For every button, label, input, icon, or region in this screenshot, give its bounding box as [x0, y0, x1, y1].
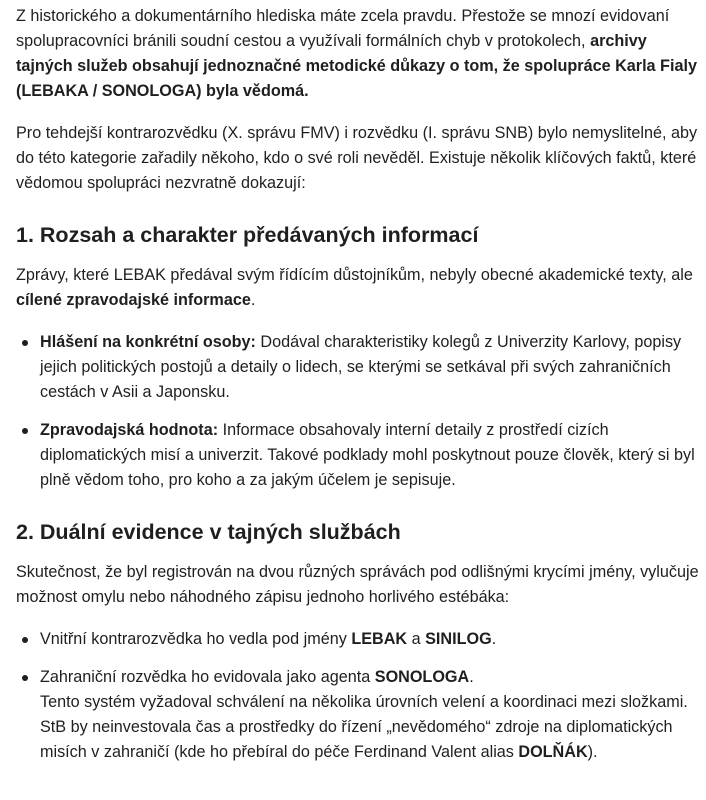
bullet-icon — [22, 675, 28, 681]
codename-dolnak: DOLŇÁK — [518, 743, 588, 761]
list-item-text: ). — [587, 743, 598, 761]
list-item — [40, 627, 704, 652]
codename-lebak: LEBAK — [351, 630, 408, 648]
list-item — [40, 418, 704, 493]
list-item-text: . — [491, 630, 497, 648]
list-item — [40, 330, 704, 405]
bullet-icon — [22, 428, 28, 434]
section-2-paragraph: Skutečnost, že byl registrován na dvou různých správách pod odlišnými krycími jmény, vylučuje možnost omylu nebo náhodného zápisu jednoho horlivého estébáka: — [16, 563, 699, 606]
list-item-text: . — [469, 668, 474, 686]
intro-text: Z historického a dokumentárního hlediska máte zcela pravdu. Přestože se mnozí evidovaní spolupracovníci bránili soudní cestou a využívali formálních chyb v protokolech, — [16, 7, 670, 50]
section-1-para-bold: cílené zpravodajské informace — [16, 291, 251, 309]
list-item-continuation: Tento systém vyžadoval schválení na několika úrovních velení a koordinaci mezi složkami. StB by neinvestovala čas a prostředky do řízení „nevědomého“ zdroje na diplomatických misích v zahraničí (kde ho přebíral do péče Ferdinand Valent alias — [40, 693, 688, 761]
list-item-text: Dodával charakteristiky kolegů z Univerzity Karlovy, popisy jejich politických postojů a detaily o lidech, se kterými se setkával při svých zahraničních cestách v Asii a Japonsku. — [40, 333, 682, 401]
context-paragraph: Pro tehdejší kontrarozvědku (X. správu FMV) i rozvědku (I. správu SNB) bylo nemyslitelné, aby do této kategorie zařadily někoho, kdo o své roli nevěděl. Existuje několik klíčových faktů, které vědomou spolupráci nezvratně dokazují: — [16, 124, 698, 192]
list-item-text: Vnitřní kontrarozvědka ho vedla pod jmény — [40, 630, 352, 648]
codename-sinilog: SINILOG — [425, 630, 492, 648]
section-1-heading: 1. Rozsah a charakter předávaných informací — [16, 223, 479, 247]
list-item — [40, 665, 704, 765]
section-2-heading: 2. Duální evidence v tajných službách — [16, 520, 401, 544]
list-item-text: Zahraniční rozvědka ho evidovala jako agenta — [40, 668, 375, 686]
bullet-icon — [22, 637, 28, 643]
section-1-para-end: . — [250, 291, 256, 309]
section-1-para-text: Zprávy, které LEBAK předával svým řídícím důstojníkům, nebyly obecné akademické texty, ale — [16, 266, 693, 284]
bullet-icon — [22, 340, 28, 346]
list-item-text: a — [407, 630, 426, 648]
intro-paragraph — [16, 4, 700, 104]
codename-sonolog: SONOLOGA — [374, 668, 470, 686]
section-1-paragraph — [16, 263, 700, 313]
intro-bold-claim: archivy tajných služeb obsahují jednoznačné metodické důkazy o tom, že spolupráce Karla Fialy (LEBAKA / SONOLOGA) byla vědomá. — [16, 32, 697, 100]
list-item-text: Informace obsahovaly interní detaily z prostředí cizích diplomatických misí a univerzit. Takové podklady mohl poskytnout pouze člověk, který si byl plně vědom toho, pro koho a za jakým účelem je sepisuje. — [40, 421, 695, 489]
list-item-bold: Hlášení na konkrétní osoby: — [40, 333, 256, 351]
list-item-bold: Zpravodajská hodnota: — [40, 421, 219, 439]
